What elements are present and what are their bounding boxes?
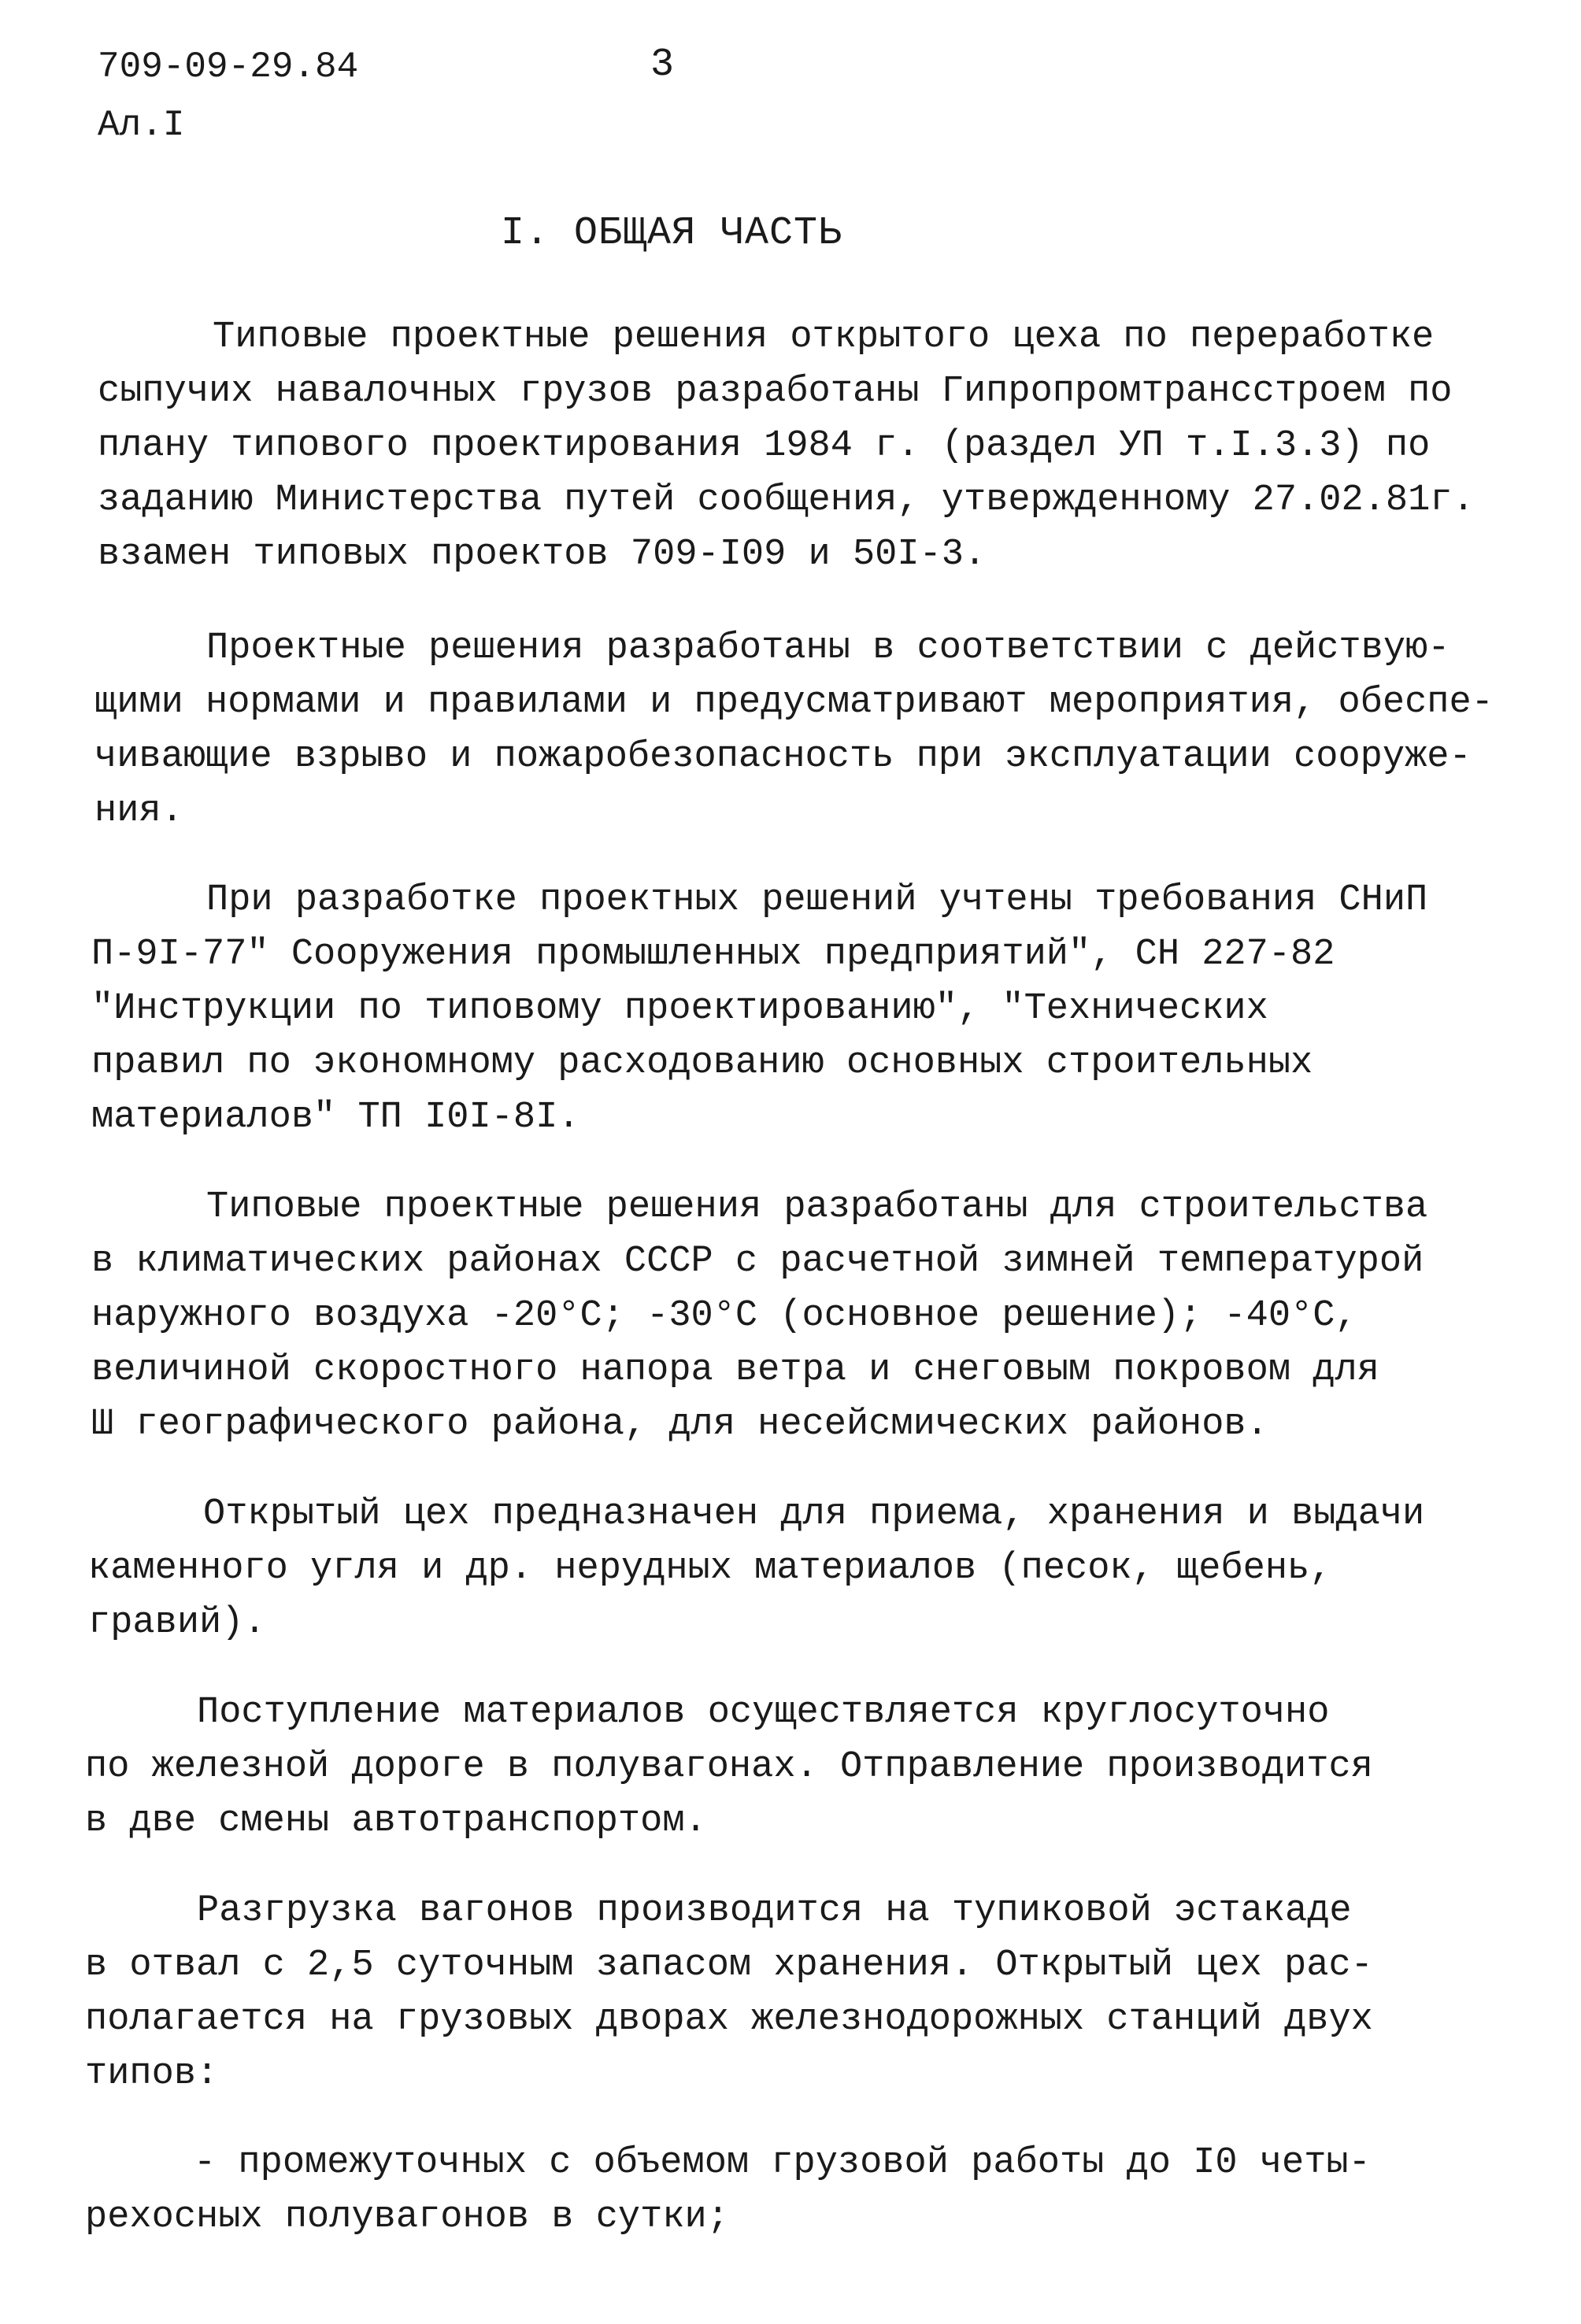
page-number: 3 bbox=[650, 43, 675, 87]
paragraph-line: Разгрузка вагонов производится на тупиковой эстакаде bbox=[197, 1890, 1352, 1932]
paragraph-line: величиной скоростного напора ветра и снеговым покровом для bbox=[91, 1349, 1379, 1391]
paragraph-line: чивающие взрыво и пожаробезопасность при эксплуатации сооруже- bbox=[94, 736, 1472, 778]
paragraph-line: "Инструкции по типовому проектированию", "Технических bbox=[91, 988, 1268, 1030]
paragraph-line: плану типового проектирования 1984 г. (раздел УП т.I.3.3) по bbox=[98, 425, 1431, 467]
paragraph-line: ния. bbox=[94, 790, 183, 832]
paragraph-line: Ш географического района, для несейсмических районов. bbox=[91, 1404, 1268, 1445]
paragraph-line: полагается на грузовых дворах железнодорожных станций двух bbox=[85, 1999, 1373, 2041]
paragraph-line: взамен типовых проектов 709-I09 и 50I-3. bbox=[98, 534, 987, 575]
paragraph-line: щими нормами и правилами и предусматривают мероприятия, обеспе- bbox=[94, 682, 1494, 723]
paragraph-line: в отвал с 2,5 суточным запасом хранения. Открытый цех рас- bbox=[85, 1945, 1373, 1986]
paragraph-line: по железной дороге в полувагонах. Отправление производится bbox=[85, 1746, 1373, 1788]
paragraph-line: типов: bbox=[85, 2053, 219, 2095]
paragraph-line: П-9I-77" Сооружения промышленных предприятий", СН 227-82 bbox=[91, 934, 1335, 975]
paragraph-line: заданию Министерства путей сообщения, утвержденному 27.02.81г. bbox=[98, 479, 1475, 521]
paragraph-line: каменного угля и др. нерудных материалов (песок, щебень, bbox=[88, 1548, 1332, 1589]
paragraph-line: правил по экономному расходованию основных строительных bbox=[91, 1042, 1313, 1084]
paragraph-line: При разработке проектных решений учтены требования СНиП bbox=[206, 879, 1428, 921]
paragraph-line: Поступление материалов осуществляется круглосуточно bbox=[197, 1692, 1330, 1734]
paragraph-line: материалов" ТП I0I-8I. bbox=[91, 1097, 580, 1138]
section-title: I. ОБЩАЯ ЧАСТЬ bbox=[501, 211, 843, 256]
paragraph-line: Типовые проектные решения разработаны для строительства bbox=[206, 1186, 1428, 1228]
paragraph-line: сыпучих навалочных грузов разработаны Гипропромтрансстроем по bbox=[98, 371, 1453, 413]
paragraph-line: Открытый цех предназначен для приема, хранения и выдачи bbox=[203, 1493, 1425, 1535]
paragraph-line: гравий). bbox=[88, 1602, 266, 1644]
paragraph-line: - промежуточных с объемом грузовой работы до I0 четы- bbox=[194, 2142, 1371, 2184]
paragraph-line: в климатических районах СССР с расчетной зимней температурой bbox=[91, 1241, 1424, 1282]
paragraph-line: в две смены автотранспортом. bbox=[85, 1800, 707, 1842]
paragraph-line: Типовые проектные решения открытого цеха по переработке bbox=[213, 316, 1435, 358]
document-number: 709-09-29.84 bbox=[98, 46, 359, 87]
paragraph-line: Проектные решения разработаны в соответствии с действую- bbox=[206, 627, 1450, 669]
paragraph-line: рехосных полувагонов в сутки; bbox=[85, 2196, 729, 2238]
sheet-label: Ал.I bbox=[98, 105, 185, 146]
paragraph-line: наружного воздуха -20°С; -30°С (основное решение); -40°С, bbox=[91, 1295, 1357, 1337]
